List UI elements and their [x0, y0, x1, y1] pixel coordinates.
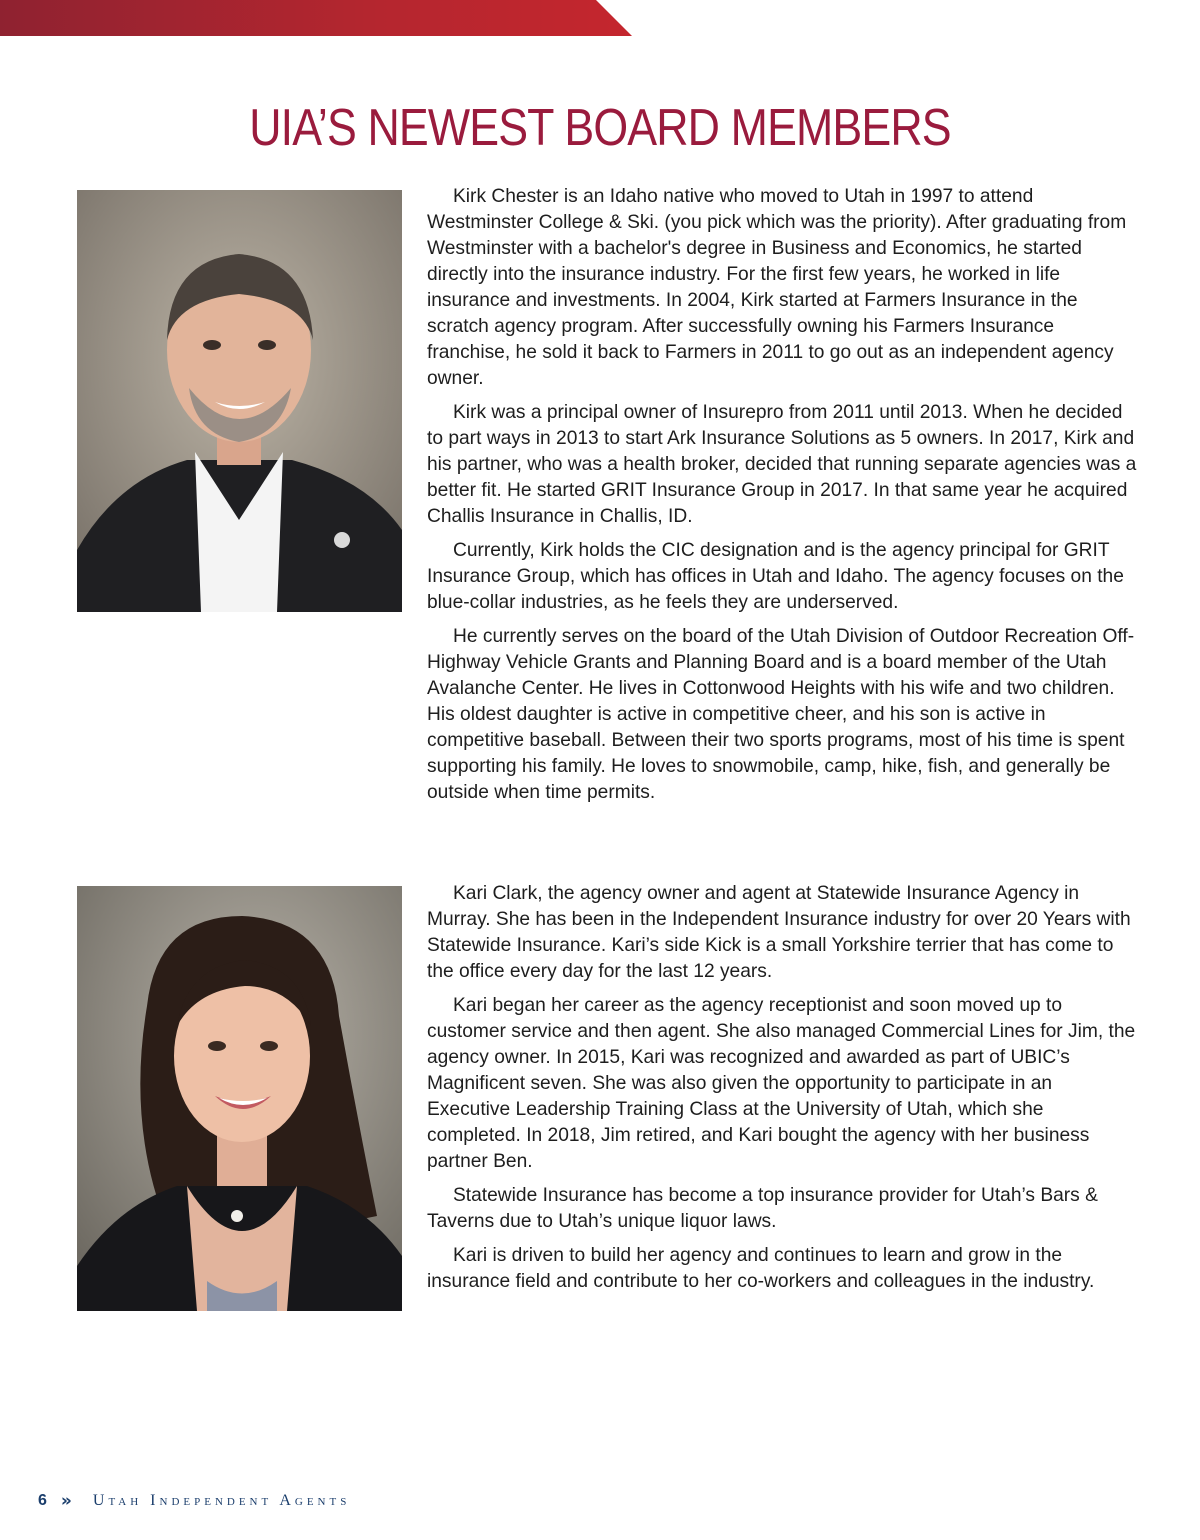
- page-footer: [38, 1488, 350, 1514]
- bio-paragraph: Statewide Insurance has become a top insurance provider for Utah’s Bars & Taverns due to Utah’s unique liquor laws.: [427, 1185, 1098, 1232]
- portrait-image: [77, 190, 402, 612]
- kirk-chester-bio: [427, 184, 1137, 814]
- bio-paragraph: Kirk Chester is an Idaho native who moved to Utah in 1997 to attend Westminster College & Ski. (you pick which was the priority). After graduating from Westminster with a bachelor's degree in Business and Economics, he started directly into the insurance industry. For the first few years, he worked in life insurance and investments. In 2004, Kirk started at Farmers Insurance in the scratch agency program. After successfully owning his Farmers Insurance franchise, he sold it back to Farmers in 2011 to go out as an independent agency owner.: [427, 186, 1127, 389]
- bio-paragraph: Kirk was a principal owner of Insurepro from 2011 until 2013. When he decided to part ways in 2013 to start Ark Insurance Solutions as 5 owners. In 2017, Kirk and his partner, who was a health broker, decided that running separate agencies was a better fit. He started GRIT Insurance Group in 2017. In that same year he acquired Challis Insurance in Challis, ID.: [427, 402, 1137, 527]
- page-title: UIA’S NEWEST BOARD MEMBERS: [249, 99, 951, 157]
- kirk-chester-photo: [77, 190, 402, 612]
- bio-paragraph: Currently, Kirk holds the CIC designation and is the agency principal for GRIT Insurance Group, which has offices in Utah and Idaho. The agency focuses on the blue-collar industries, as he feels they are underserved.: [427, 540, 1124, 613]
- kari-clark-photo: [77, 886, 402, 1311]
- header-accent-band: [0, 0, 632, 36]
- page-number: 6: [38, 1492, 47, 1509]
- bio-paragraph: Kari is driven to build her agency and continues to learn and grow in the insurance field and contribute to her co-workers and colleagues in the industry.: [427, 1245, 1095, 1292]
- kari-clark-bio: [427, 881, 1137, 1303]
- bio-paragraph: Kari Clark, the agency owner and agent at Statewide Insurance Agency in Murray. She has been in the Independent Insurance industry for over 20 Years with Statewide Insurance. Kari’s side Kick is a small Yorkshire terrier that has come to the office every day for the last 12 years.: [427, 883, 1131, 982]
- double-chevron-icon: »: [60, 1491, 69, 1511]
- publication-name: Utah Independent Agents: [92, 1492, 351, 1509]
- portrait-image: [77, 886, 402, 1311]
- bio-paragraph: Kari began her career as the agency receptionist and soon moved up to customer service and then agent. She also managed Commercial Lines for Jim, the agency owner. In 2015, Kari was recognized and awarded as part of UBIC’s Magnificent seven. She was also given the opportunity to participate in an Executive Leadership Training Class at the University of Utah, which she completed. In 2018, Jim retired, and Kari bought the agency with her business partner Ben.: [427, 995, 1136, 1172]
- bio-paragraph: He currently serves on the board of the Utah Division of Outdoor Recreation Off-Highway Vehicle Grants and Planning Board and is a board member of the Utah Avalanche Center. He lives in Cottonwood Heights with his wife and two children. His oldest daughter is active in competitive cheer, and his son is active in competitive baseball. Between their two sports programs, most of his time is spent supporting his family. He loves to snowmobile, camp, hike, fish, and generally be outside when time permits.: [427, 626, 1135, 803]
